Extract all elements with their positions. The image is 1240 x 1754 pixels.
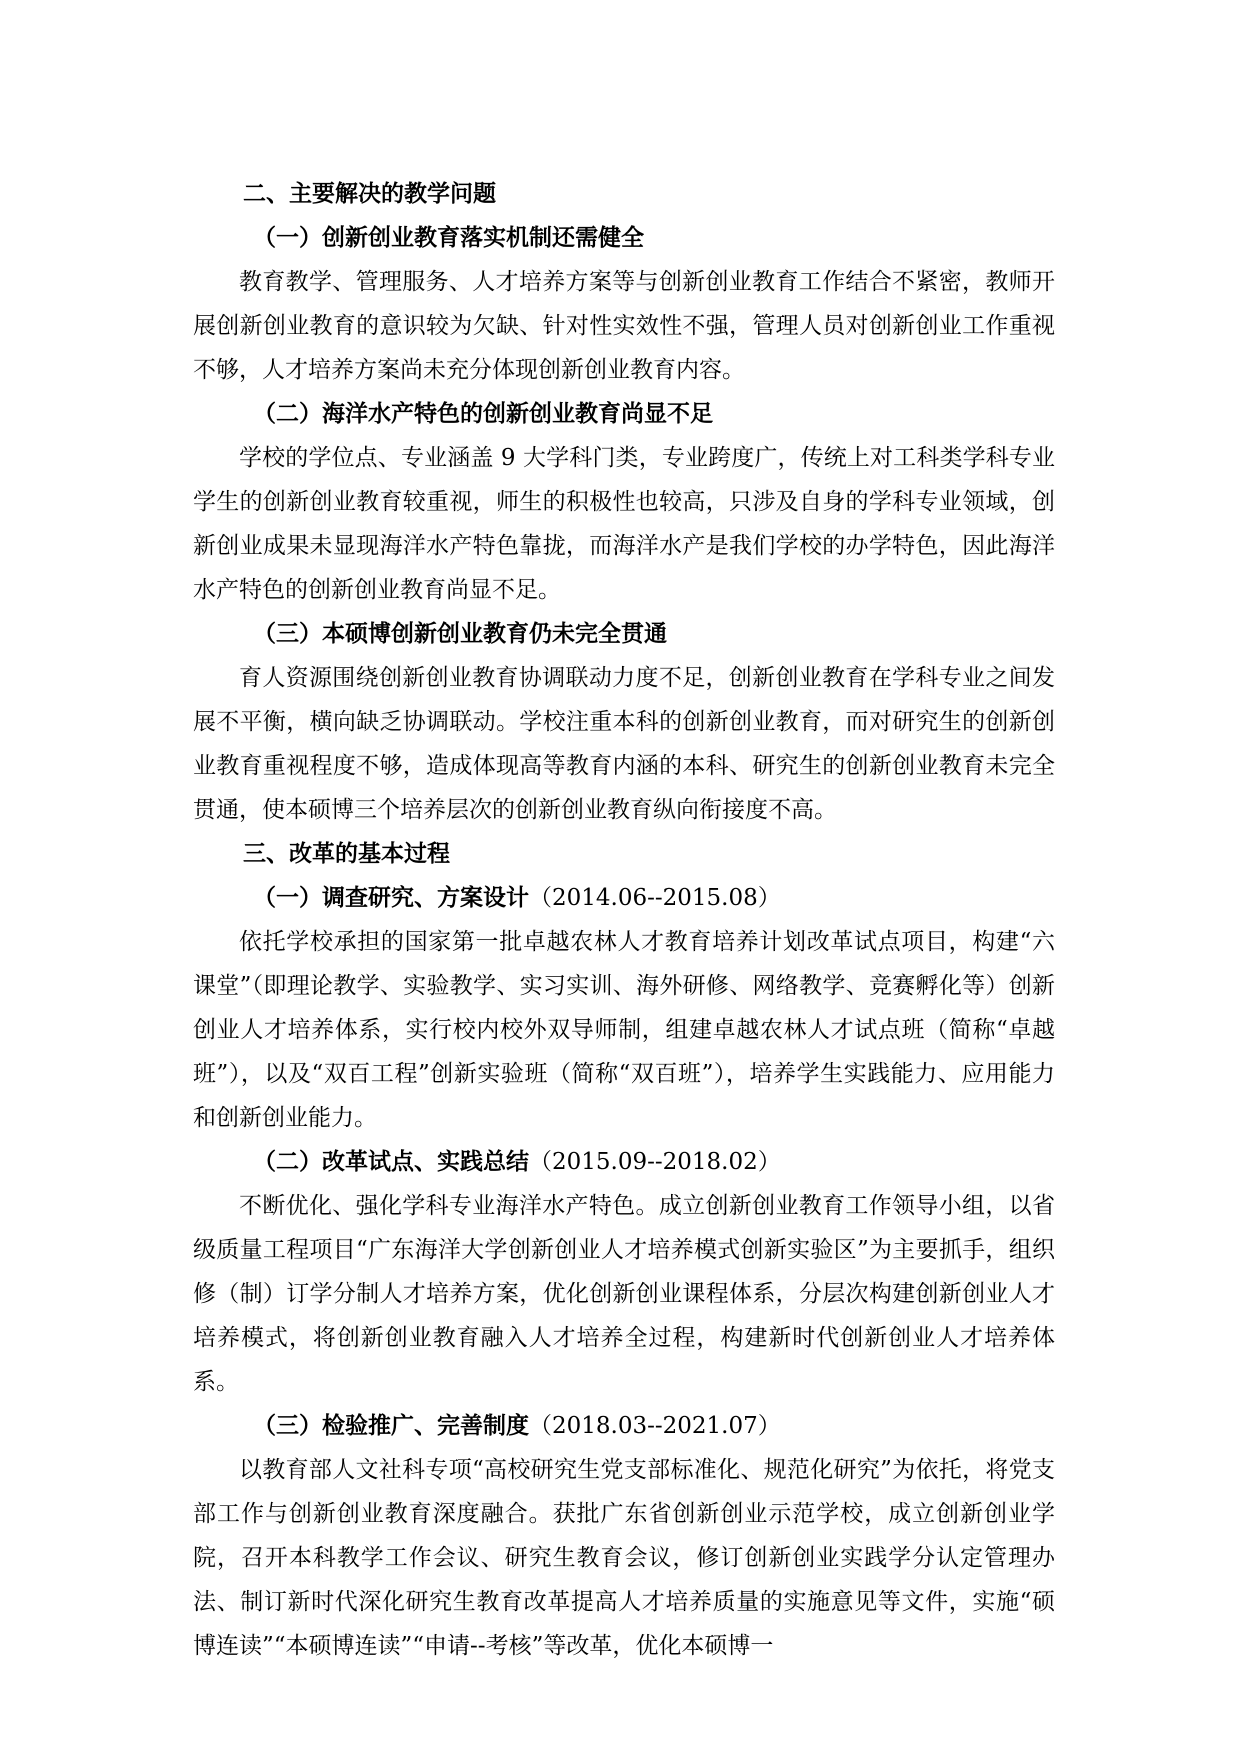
subsection-title: （一）创新创业教育落实机制还需健全 — [253, 224, 644, 251]
section-heading-3: 三、改革的基本过程 — [243, 840, 450, 867]
subsection-heading-3-3 — [193, 1404, 1055, 1448]
subsection-title: （二）海洋水产特色的创新创业教育尚显不足 — [253, 400, 713, 427]
paragraph-2-2: 学校的学位点、专业涵盖 9 大学科门类，专业跨度广，传统上对工科类学科专业学生的创新创业教育较重视，师生的积极性也较高，只涉及自身的学科专业领域，创新创业成果未显现海洋水产特色靠拢，而海洋水产是我们学校的办学特色，因此海洋水产特色的创新创业教育尚显不足。 — [193, 445, 1055, 603]
subsection-heading-3-2 — [193, 1140, 1055, 1184]
paragraph-2-1: 教育教学、管理服务、人才培养方案等与创新创业教育工作结合不紧密，教师开展创新创业教育的意识较为欠缺、针对性实效性不强，管理人员对创新创业工作重视不够，人才培养方案尚未充分体现创新创业教育内容。 — [193, 269, 1055, 383]
paragraph-3-3: 以教育部人文社科专项“高校研究生党支部标准化、规范化研究”为依托，将党支部工作与创新创业教育深度融合。获批广东省创新创业示范学校，成立创新创业学院，召开本科教学工作会议、研究生教育会议，修订创新创业实践学分认定管理办法、制订新时代深化研究生教育改革提高人才培养质量的实施意见等文件，实施“硕博连读”“本硕博连读”“申请--考核”等改革，优化本硕博一 — [193, 1457, 1055, 1659]
subsection-heading-3-1 — [193, 876, 1055, 920]
subsection-heading-2-1 — [193, 216, 1055, 260]
subsection-title: （三）本硕博创新创业教育仍未完全贯通 — [253, 620, 667, 647]
subsection-date: （2014.06--2015.08） — [529, 885, 781, 911]
subsection-title: （三）检验推广、完善制度 — [253, 1412, 529, 1439]
subsection-heading-2-3 — [193, 612, 1055, 656]
document-content — [193, 172, 1055, 1668]
subsection-heading-2-2 — [193, 392, 1055, 436]
subsection-title: （一）调查研究、方案设计 — [253, 884, 529, 911]
section-heading-2: 二、主要解决的教学问题 — [243, 180, 496, 207]
subsection-date: （2015.09--2018.02） — [529, 1149, 781, 1175]
paragraph-3-2: 不断优化、强化学科专业海洋水产特色。成立创新创业教育工作领导小组，以省级质量工程项目“广东海洋大学创新创业人才培养模式创新实验区”为主要抓手，组织修（制）订学分制人才培养方案，优化创新创业课程体系，分层次构建创新创业人才培养模式，将创新创业教育融入人才培养全过程，构建新时代创新创业人才培养体系。 — [193, 1193, 1055, 1395]
paragraph-3-1: 依托学校承担的国家第一批卓越农林人才教育培养计划改革试点项目，构建“六课堂”（即理论教学、实验教学、实习实训、海外研修、网络教学、竞赛孵化等）创新创业人才培养体系，实行校内校外双导师制，组建卓越农林人才试点班（简称“卓越班”），以及“双百工程”创新实验班（简称“双百班”），培养学生实践能力、应用能力和创新创业能力。 — [193, 929, 1055, 1131]
subsection-title: （二）改革试点、实践总结 — [253, 1148, 529, 1175]
paragraph-2-3: 育人资源围绕创新创业教育协调联动力度不足，创新创业教育在学科专业之间发展不平衡，横向缺乏协调联动。学校注重本科的创新创业教育，而对研究生的创新创业教育重视程度不够，造成体现高等教育内涵的本科、研究生的创新创业教育未完全贯通，使本硕博三个培养层次的创新创业教育纵向衔接度不高。 — [193, 665, 1055, 823]
subsection-date: （2018.03--2021.07） — [529, 1413, 781, 1439]
